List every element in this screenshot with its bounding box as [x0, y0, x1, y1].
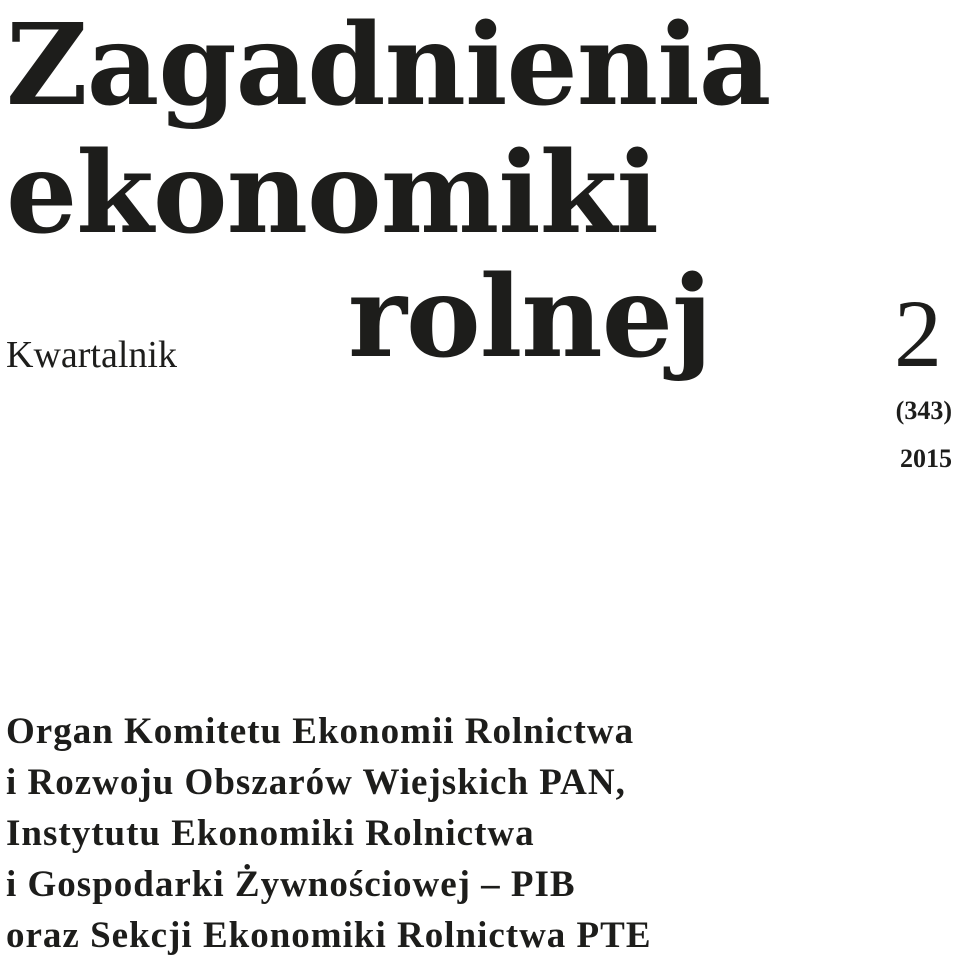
journal-title-line-3: rolnej: [348, 252, 712, 383]
publisher-line: Instytutu Ekonomiki Rolnictwa: [6, 813, 535, 854]
publisher-line: oraz Sekcji Ekonomiki Rolnictwa PTE: [6, 915, 652, 956]
publisher-line: i Rozwoju Obszarów Wiejskich PAN,: [6, 762, 626, 803]
issue-total-number: (343): [895, 396, 952, 425]
publisher-block: [6, 706, 652, 961]
publisher-line: Organ Komitetu Ekonomii Rolnictwa: [6, 711, 635, 752]
publisher-line: i Gospodarki Żywnościowej – PIB: [6, 864, 576, 905]
journal-title-line-2: ekonomiki: [6, 128, 658, 259]
frequency-label: Kwartalnik: [6, 334, 177, 376]
issue-year: 2015: [900, 444, 952, 473]
issue-number: 2: [894, 280, 942, 387]
journal-title-line-1: Zagadnienia: [6, 0, 771, 131]
